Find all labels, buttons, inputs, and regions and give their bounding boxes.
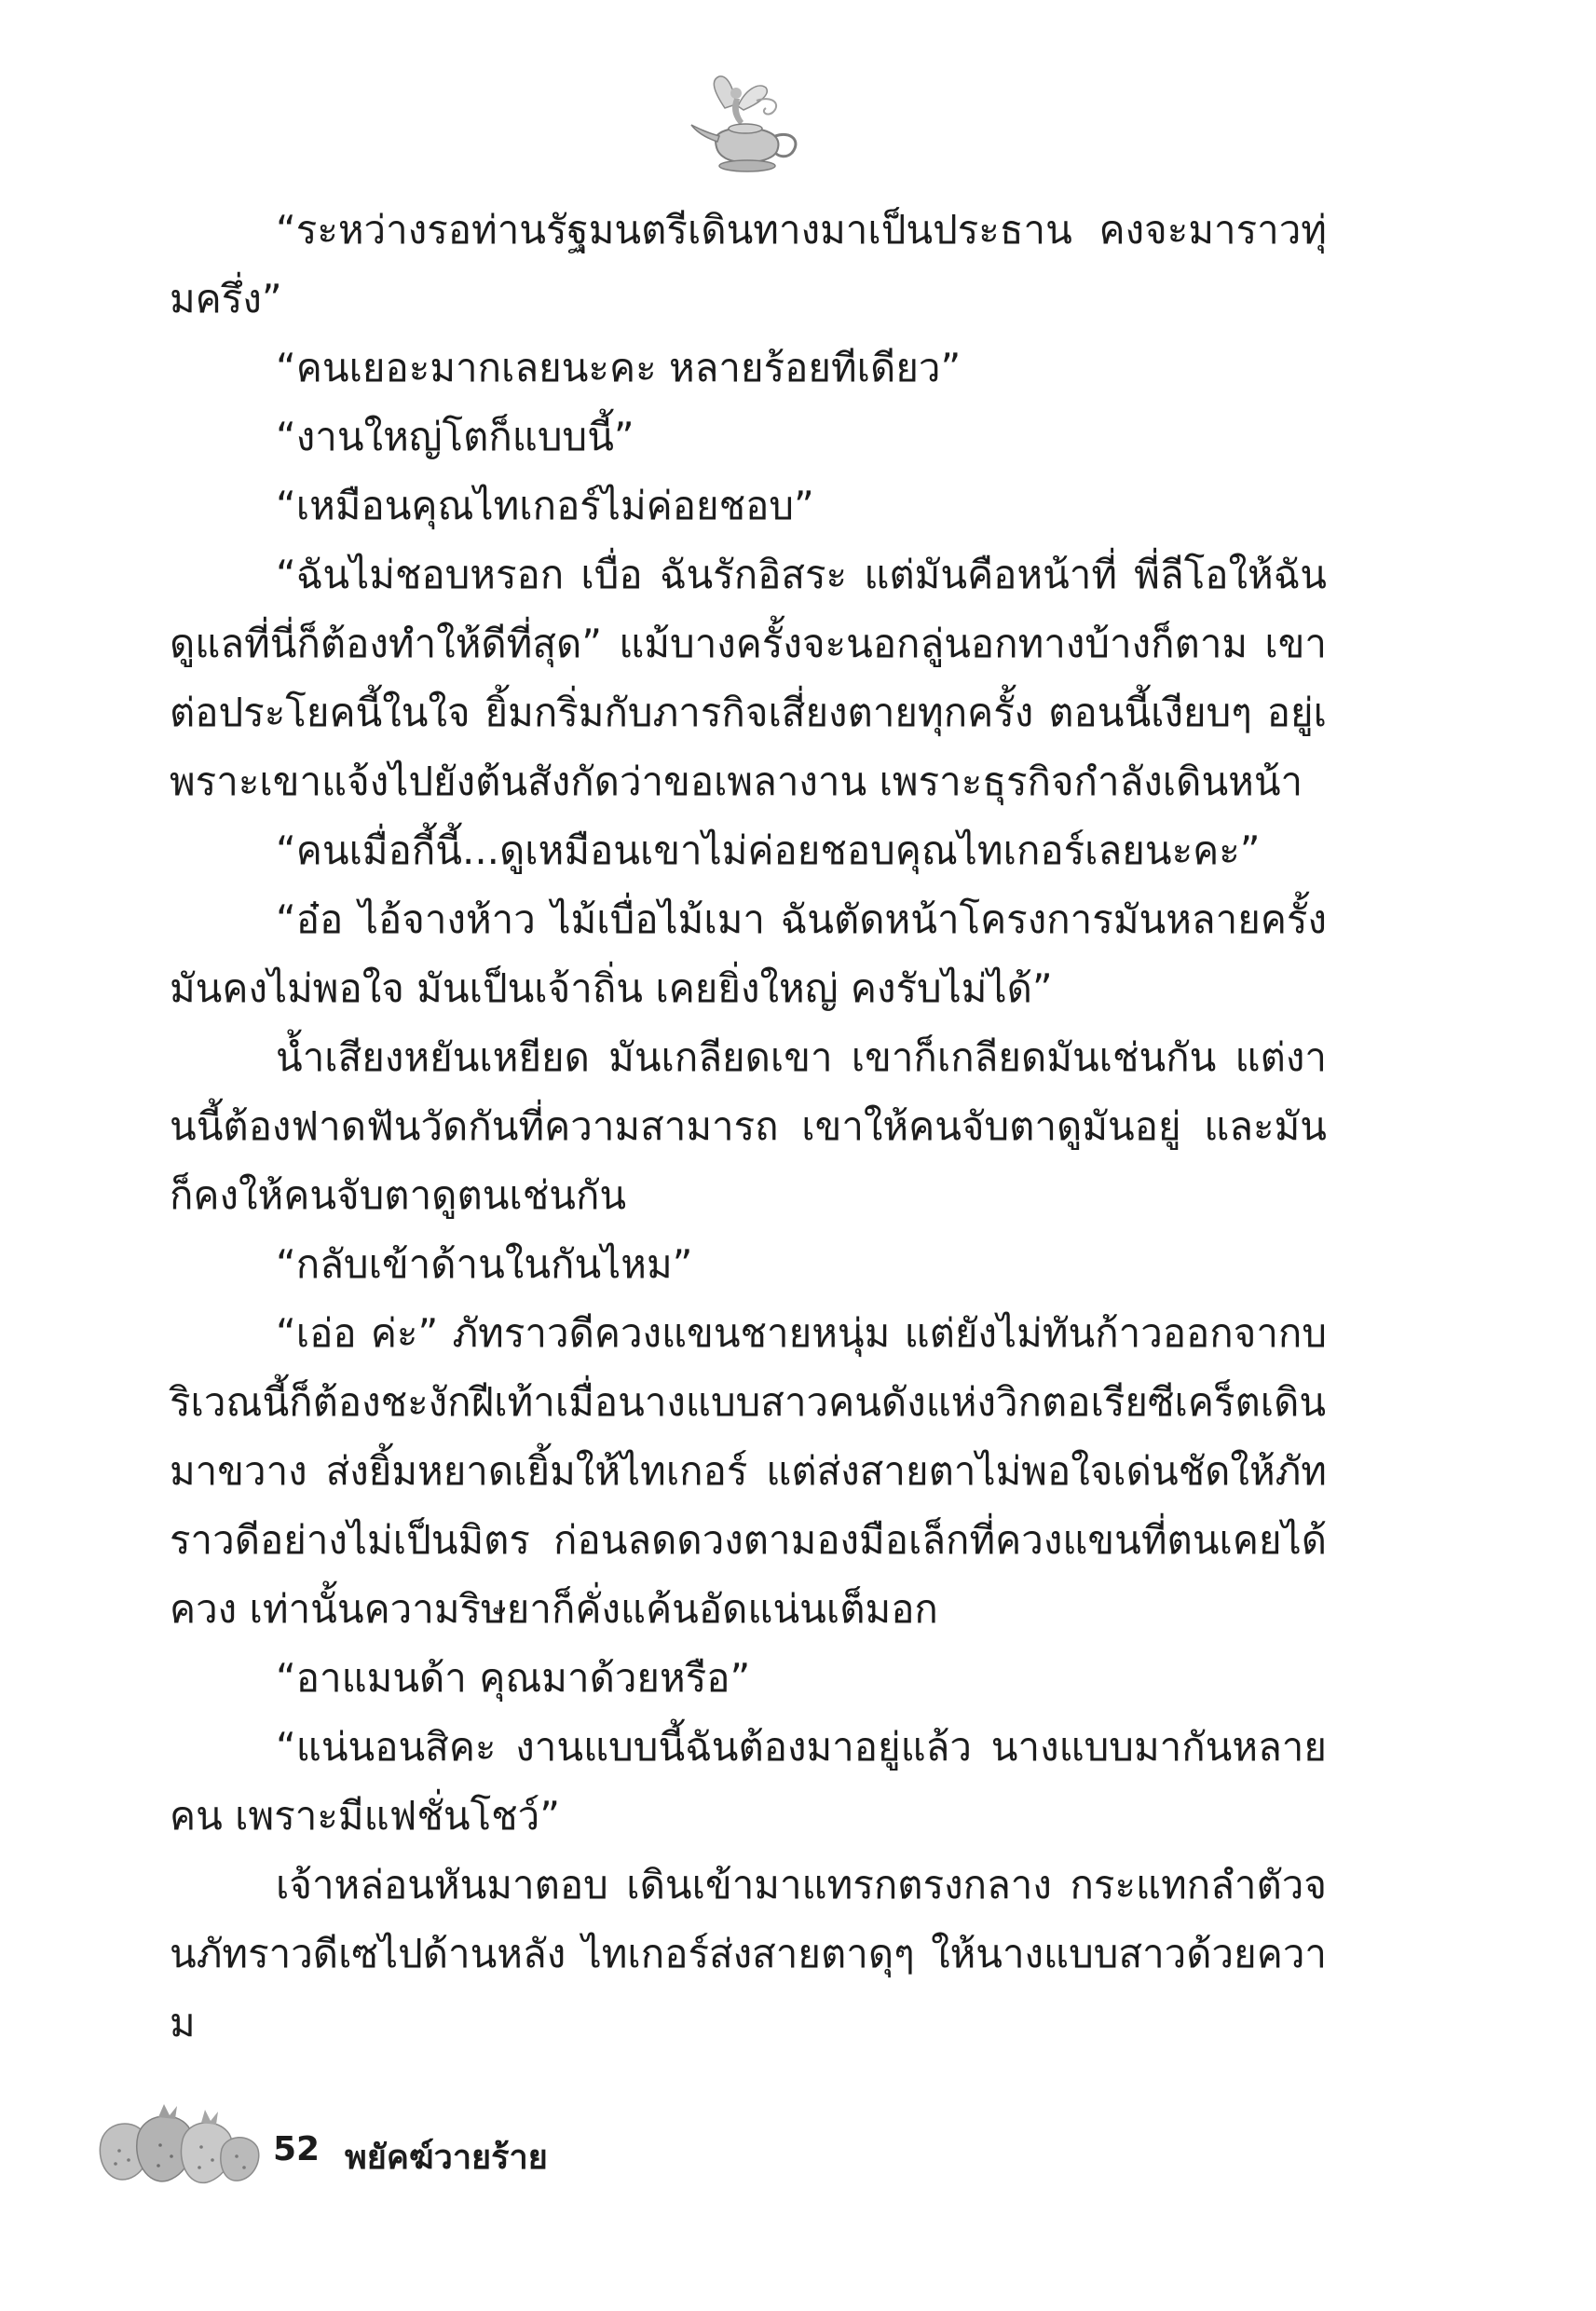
paragraph: “กลับเข้าด้านในกันไหม”	[276, 1241, 693, 1287]
page-footer	[82, 2099, 734, 2201]
paragraph: “อาแมนด้า คุณมาด้วยหรือ”	[276, 1655, 751, 1701]
paragraph: “งานใหญ่โตก็แบบนี้”	[276, 414, 634, 459]
body-text	[170, 196, 1327, 2058]
paragraph: น้ำเสียงหยันเหยียด มันเกลียดเขา เขาก็เกลียดมันเช่นกัน แต่งานนี้ต้องฟาดฟันวัดกันที่ความสามารถ เขาให้คนจับตาดูมันอยู่ และมันก็คงให้คนจับตาดูตนเช่นกัน	[170, 1034, 1327, 1218]
paragraph: “อ๋อ ไอ้จางห้าว ไม้เบื่อไม้เมา ฉันตัดหน้าโครงการมันหลายครั้ง มันคงไม่พอใจ มันเป็นเจ้าถิ่น เคยยิ่งใหญ่ คงรับไม่ได้”	[170, 896, 1327, 1011]
paragraph: เจ้าหล่อนหันมาตอบ เดินเข้ามาแทรกตรงกลาง กระแทกลำตัวจนภัทราวดีเซไปด้านหลัง ไทเกอร์ส่งสายตาดุๆ ให้นางแบบสาวด้วยความ	[170, 1862, 1327, 2045]
paragraph: “ฉันไม่ชอบหรอก เบื่อ ฉันรักอิสระ แต่มันคือหน้าที่ พี่ลีโอให้ฉันดูแลที่นี่ก็ต้องทำให้ดีที่สุด” แม้บางครั้งจะนอกลู่นอกทางบ้างก็ตาม เขาต่อประโยคนี้ในใจ ยิ้มกริ่มกับภารกิจเสี่ยงตายทุกครั้ง ตอนนี้เงียบๆ อยู่เพราะเขาแจ้งไปยังต้นสังกัดว่าขอเพลางาน เพราะธุรกิจกำลังเดินหน้า	[170, 552, 1327, 804]
paragraph: “แน่นอนสิคะ งานแบบนี้ฉันต้องมาอยู่แล้ว นางแบบมากันหลายคน เพราะมีแฟชั่นโชว์”	[170, 1724, 1327, 1839]
paragraph: “คนเยอะมากเลยนะคะ หลายร้อยทีเดียว”	[276, 345, 962, 390]
paragraph: “คนเมื่อกี้นี้...ดูเหมือนเขาไม่ค่อยชอบคุณไทเกอร์เลยนะคะ”	[276, 827, 1261, 873]
paragraph: “เหมือนคุณไทเกอร์ไม่ค่อยชอบ”	[276, 483, 814, 528]
book-title: พยัคฆ์วายร้าย	[345, 2139, 548, 2177]
page-number: 52	[273, 2130, 321, 2168]
fairy-teapot-icon	[688, 73, 807, 177]
paragraph: “ระหว่างรอท่านรัฐมนตรีเดินทางมาเป็นประธาน คงจะมาราวทุ่มครึ่ง”	[170, 207, 1327, 321]
strawberries-icon	[82, 2099, 268, 2201]
paragraph: “เอ่อ ค่ะ” ภัทราวดีควงแขนชายหนุ่ม แต่ยังไม่ทันก้าวออกจากบริเวณนี้ก็ต้องชะงักฝีเท้าเมื่อนางแบบสาวคนดังแห่งวิกตอเรียซีเคร็ตเดินมาขวาง ส่งยิ้มหยาดเยิ้มให้ไทเกอร์ แต่ส่งสายตาไม่พอใจเด่นชัดให้ภัทราวดีอย่างไม่เป็นมิตร ก่อนลดดวงตามองมือเล็กที่ควงแขนที่ตนเคยได้ควง เท่านั้นความริษยาก็คั่งแค้นอัดแน่นเต็มอก	[170, 1310, 1327, 1632]
